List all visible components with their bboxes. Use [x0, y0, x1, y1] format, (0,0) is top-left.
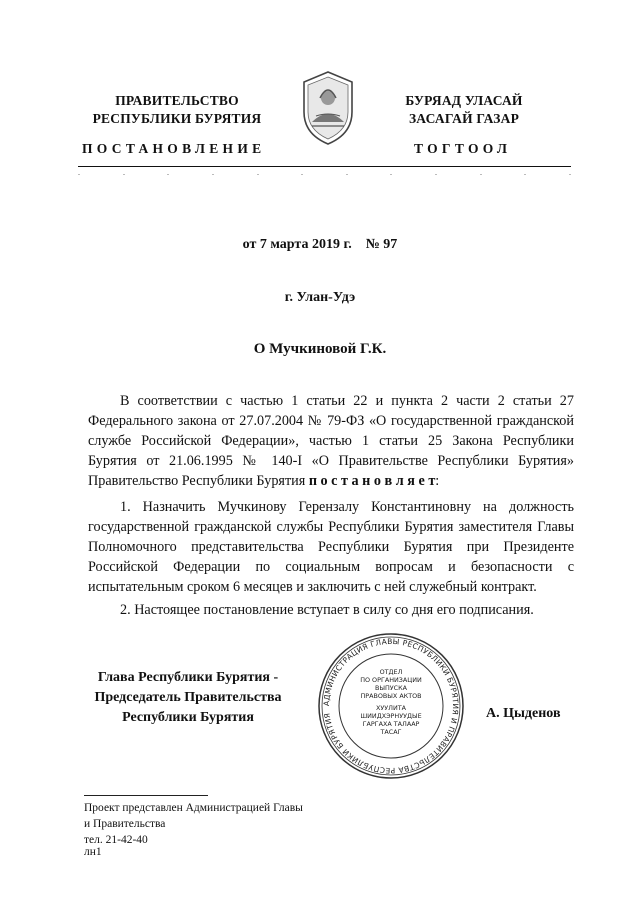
signatory-position-line2: Председатель Правительства	[94, 690, 282, 705]
official-seal-stamp	[316, 632, 466, 780]
footer-code: лн1	[84, 846, 102, 858]
seal-line-1: ОТДЕЛ	[379, 668, 403, 676]
government-name-bur	[384, 92, 544, 128]
preamble-paragraph	[88, 391, 574, 491]
decree-item-2	[88, 600, 574, 620]
seal-line-5: ХУУЛИТА	[375, 704, 407, 712]
decree-item-1	[88, 497, 574, 597]
coat-of-arms-emblem	[298, 68, 358, 148]
seal-outer-text: АДМИНИСТРАЦИЯ ГЛАВЫ РЕСПУБЛИКИ БУРЯТИЯ И ПРАВИТЕЛЬСТВА РЕСПУБЛИКИ БУРЯТИЯ	[321, 636, 461, 776]
government-name-ru	[62, 92, 292, 128]
signatory-position	[84, 668, 292, 728]
footer-phone: тел. 21-42-40	[84, 834, 148, 846]
seal-line-2: ПО ОРГАНИЗАЦИИ	[360, 676, 422, 684]
seal-line-7: ГАРГАХА ТАЛААР	[362, 720, 420, 728]
seal-line-4: ПРАВОВЫХ АКТОВ	[360, 692, 422, 700]
footer-line-1: Проект представлен Администрацией Главы	[84, 802, 303, 814]
signatory-position-line3: Республики Бурятия	[122, 710, 254, 725]
signatory-name: А. Цыденов	[486, 706, 561, 721]
signatory-position-line1: Глава Республики Бурятия -	[97, 670, 279, 685]
footer-line-2: и Правительства	[84, 818, 166, 830]
seal-line-8: ТАСАГ	[380, 728, 402, 736]
footer-note	[84, 800, 303, 848]
header-rule	[78, 166, 571, 167]
header-dotted-line	[78, 174, 571, 178]
decree-colon: :	[435, 473, 440, 489]
decree-item-1-text: 1. Назначить Мучкинову Герензалу Константиновну на должность государственной гражданской службы Республики Бурятия заместителя Главы Полномочного представительства Республики Бурятия при Президенте Российской Федерации по социальным вопросам и безопасности с испытательным сроком 6 месяцев и заключить с ней служебный контракт.	[88, 499, 574, 595]
preamble-text: В соответствии с частью 1 статьи 22 и пункта 2 части 2 статьи 27 Федерального закона от 27.07.2004 № 79-ФЗ «О государственной гражданской службе Российской Федерации», частью 1 статьи 25 Закона Республики Бурятия от 21.06.1995 № 140-I «О Правительстве Республики Бурятия» Правительство Республики Бурятия	[88, 393, 574, 489]
government-name-ru-line2: РЕСПУБЛИКИ БУРЯТИЯ	[92, 111, 262, 126]
date-number: от 7 марта 2019 г. № 97	[242, 237, 398, 252]
doc-type-ru: ПОСТАНОВЛЕНИЕ	[82, 141, 266, 156]
government-name-ru-line1: ПРАВИТЕЛЬСТВО	[115, 93, 239, 108]
document-subject: О Мучкиновой Г.К.	[253, 341, 387, 357]
seal-line-6: ШИИДХЭРНУУДЫЕ	[360, 712, 422, 720]
government-name-bur-line1: БУРЯАД УЛАСАЙ	[405, 93, 523, 108]
city: г. Улан-Удэ	[284, 290, 356, 305]
doc-type-bur: ТОГТООЛ	[414, 141, 512, 156]
decree-item-2-text: 2. Настоящее постановление вступает в силу со дня его подписания.	[120, 602, 534, 618]
government-name-bur-line2: ЗАСАГАЙ ГАЗАР	[408, 111, 520, 126]
decree-word: п о с т а н о в л я е т	[308, 473, 436, 489]
footer-rule	[84, 795, 208, 796]
seal-line-3: ВЫПУСКА	[374, 684, 408, 692]
